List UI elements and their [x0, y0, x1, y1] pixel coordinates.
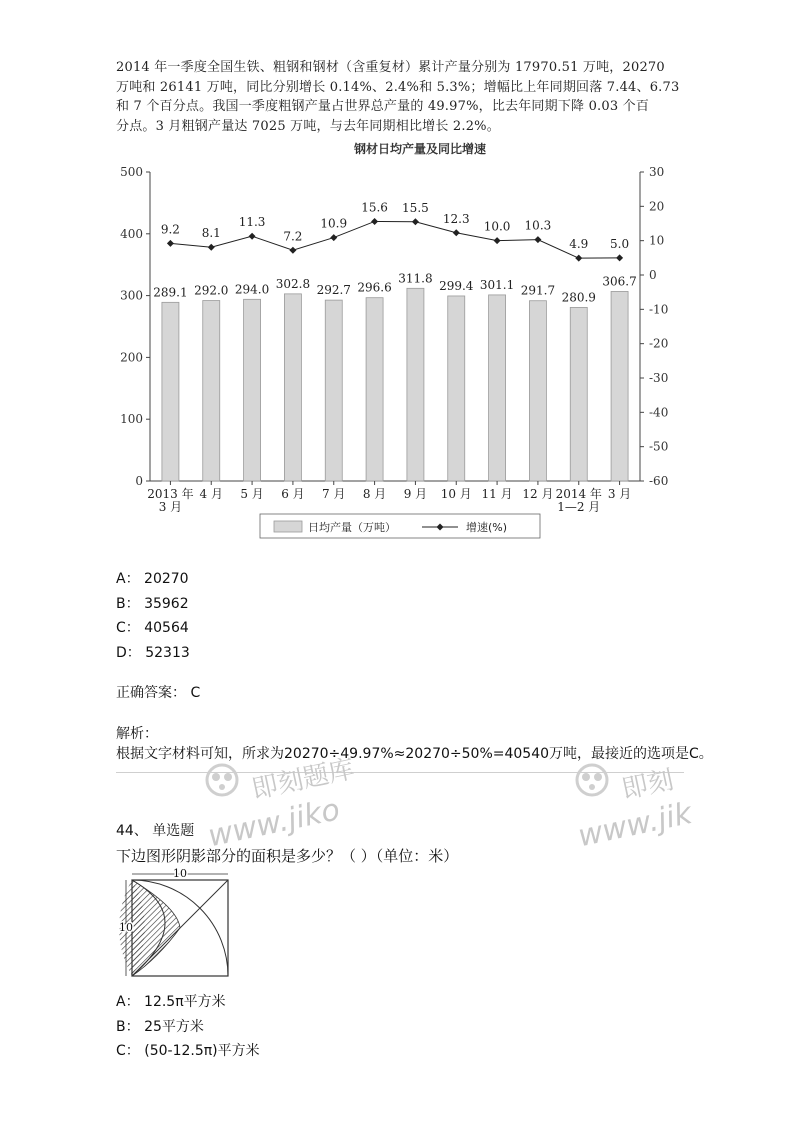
chart-title: 钢材日均产量及同比增速: [353, 142, 486, 156]
tick-label-left: 500: [120, 165, 143, 179]
question-header: [116, 820, 194, 840]
growth-value-label: 15.6: [361, 200, 388, 215]
bar-value-label: 289.1: [153, 285, 188, 300]
passage-line: 万吨和 26141 万吨，同比分别增长 0.14%、2.4%和 5.3%；增幅比上年同期回落 7.44、6.73: [116, 79, 680, 95]
legend-bar-label: 日均产量（万吨）: [308, 521, 396, 534]
option-text: 35962: [144, 596, 189, 612]
option-key: C：: [116, 620, 140, 636]
growth-value-label: 5.0: [610, 236, 630, 251]
option-c[interactable]: [116, 617, 189, 637]
tick-label-right: -10: [649, 302, 669, 317]
combo-chart: [110, 158, 690, 558]
q44-option-c[interactable]: [116, 1040, 260, 1060]
q44-option-b[interactable]: [116, 1016, 204, 1036]
question-type: 单选题: [152, 823, 195, 839]
bar-value-label: 299.4: [439, 278, 474, 293]
growth-value-label: 12.3: [442, 211, 470, 226]
tick-label-right: 20: [649, 199, 665, 214]
bar-value-label: 301.1: [479, 277, 515, 292]
bar-value-label: 292.0: [194, 283, 229, 298]
option-key: A：: [116, 994, 140, 1010]
x-tick-label: 11 月: [481, 487, 513, 501]
x-tick-label: 3 月: [607, 487, 632, 501]
bar-value-label: 302.8: [275, 276, 311, 291]
tick-label-left: 300: [120, 288, 143, 303]
growth-value-label: 8.1: [201, 226, 221, 241]
question-text: 下边图形阴影部分的面积是多少？（ ）（单位：米）: [116, 847, 459, 865]
growth-value-label: 7.2: [283, 229, 303, 244]
bar-value-label: 296.6: [357, 280, 392, 295]
tick-label-right: -30: [649, 371, 669, 385]
growth-point: [412, 218, 419, 225]
growth-point: [534, 236, 541, 243]
explanation-label: 解析：: [116, 726, 158, 742]
growth-value-label: 10.0: [483, 219, 511, 234]
correct-answer: [116, 682, 200, 702]
bar: [244, 299, 261, 481]
growth-value-label: 9.2: [160, 222, 180, 237]
growth-point: [330, 234, 337, 241]
option-key: A：: [116, 571, 140, 587]
bar: [203, 301, 220, 481]
growth-point: [167, 240, 174, 247]
passage: [116, 58, 696, 136]
x-tick-label: 5 月: [240, 487, 264, 501]
option-text: 12.5π平方米: [144, 994, 226, 1010]
tick-label-left: 100: [120, 412, 143, 427]
x-tick-label: 9 月: [403, 487, 428, 501]
growth-point: [208, 244, 215, 251]
growth-point: [289, 247, 296, 254]
question-number: 44、: [116, 823, 148, 839]
option-key: D：: [116, 645, 141, 661]
option-key: B：: [116, 596, 140, 612]
tick-label-right: -60: [649, 474, 669, 488]
option-a[interactable]: [116, 568, 189, 588]
legend-line-label: 增速(%): [466, 521, 508, 534]
bar-value-label: 311.8: [398, 271, 433, 286]
tick-label-right: -50: [649, 439, 669, 454]
answer-label: 正确答案：: [116, 685, 186, 701]
x-tick-label: 6 月: [281, 487, 305, 501]
bar-value-label: 292.7: [316, 283, 351, 298]
option-text: (50-12.5π)平方米: [144, 1043, 260, 1059]
geometry-figure: [118, 868, 238, 980]
x-tick-label: 1—2 月: [557, 500, 601, 514]
bar: [529, 301, 546, 481]
bar: [366, 298, 383, 481]
growth-value-label: 10.3: [524, 218, 552, 233]
dimension-label-left: 10: [119, 921, 133, 934]
growth-point: [616, 254, 623, 261]
q44-option-a[interactable]: [116, 991, 226, 1011]
option-text: 40564: [144, 620, 189, 636]
option-text: 25平方米: [144, 1019, 204, 1035]
bar: [570, 307, 587, 481]
x-tick-label: 2014 年: [555, 487, 602, 501]
option-b[interactable]: [116, 593, 189, 613]
option-text: 52313: [145, 645, 190, 661]
x-tick-label: 7 月: [322, 487, 346, 501]
growth-value-label: 15.5: [402, 200, 429, 215]
growth-point: [249, 233, 256, 240]
shaded-region: [132, 880, 180, 976]
passage-line: 和 7 个百分点。我国一季度粗钢产量占世界总产量的 49.97%，比去年同期下降 0.03 个百: [116, 99, 650, 114]
passage-line: 2014 年一季度全国生铁、粗钢和钢材（含重复材）累计产量分别为 17970.51 万吨，20270: [116, 60, 665, 75]
bar: [407, 288, 424, 481]
watermark-cn: 即刻题库: [249, 754, 358, 806]
x-tick-label: 8 月: [362, 487, 387, 501]
option-d[interactable]: [116, 642, 190, 662]
bar: [284, 294, 301, 481]
bar: [325, 300, 342, 481]
watermark-logo-icon: [575, 760, 609, 800]
option-key: C：: [116, 1043, 140, 1059]
x-tick-label: 3 月: [158, 500, 183, 514]
growth-value-label: 4.9: [569, 237, 589, 252]
tick-label-left: 400: [120, 226, 143, 241]
growth-point: [371, 218, 378, 225]
growth-point: [575, 255, 582, 262]
dimension-label-top: 10: [173, 868, 187, 880]
tick-label-right: -20: [649, 336, 669, 351]
bar-value-label: 291.7: [520, 283, 556, 298]
growth-point: [453, 229, 460, 236]
legend-bar-swatch: [274, 521, 302, 532]
growth-value-label: 10.9: [320, 216, 348, 231]
answer-value: C: [190, 685, 201, 701]
bar-value-label: 294.0: [234, 282, 270, 297]
bar-value-label: 280.9: [561, 290, 596, 305]
watermark-en: www.jik: [575, 796, 696, 855]
growth-point: [494, 237, 501, 244]
tick-label-right: -40: [649, 405, 669, 420]
x-tick-label: 12 月: [522, 487, 554, 501]
x-tick-label: 10 月: [440, 487, 472, 501]
bar-value-label: 306.7: [602, 274, 637, 289]
passage-line: 分点。3 月粗钢产量达 7025 万吨，与去年同期相比增长 2.2%。: [116, 118, 500, 134]
tick-label-right: 0: [649, 268, 657, 282]
x-tick-label: 4 月: [199, 487, 223, 501]
tick-label-left: 0: [135, 474, 143, 488]
tick-label-right: 30: [649, 165, 665, 179]
bar: [489, 295, 506, 481]
option-text: 20270: [144, 571, 189, 587]
tick-label-left: 200: [120, 350, 143, 365]
watermark-logo-icon: [205, 760, 239, 800]
x-tick-label: 2013 年: [147, 487, 194, 501]
tick-label-right: 10: [649, 233, 665, 248]
bar: [611, 291, 628, 481]
growth-value-label: 11.3: [238, 215, 266, 230]
watermark-cn: 即刻: [619, 765, 677, 806]
bar: [448, 296, 465, 481]
explanation-text: 根据文字材料可知，所求为20270÷49.97%≈20270÷50%=40540万吨，最接近的选项是C。: [116, 746, 713, 762]
option-key: B：: [116, 1019, 140, 1035]
bar: [162, 302, 179, 481]
watermark-en: www.jiko: [205, 792, 343, 855]
